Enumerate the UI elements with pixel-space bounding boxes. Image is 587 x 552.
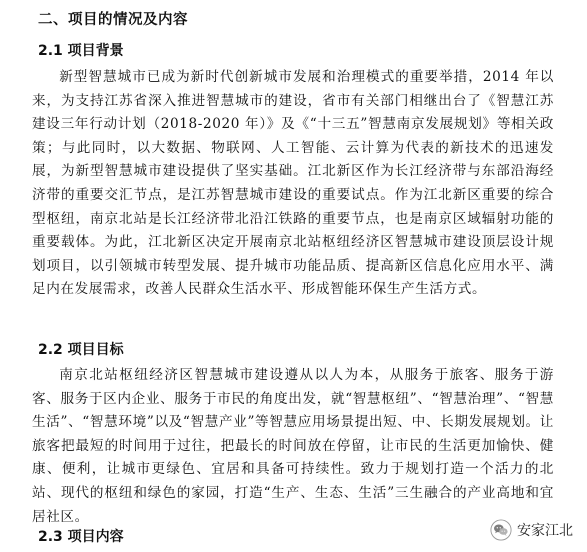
section-title: 二、项目的情况及内容: [38, 12, 188, 28]
subsection-heading-goals: 2.2 项目目标: [38, 342, 124, 358]
subsection-heading-background: 2.1 项目背景: [38, 43, 124, 59]
watermark: [488, 518, 575, 542]
paragraph-goals: 南京北站枢纽经济区智慧城市建设遵从以人为本，从服务于旅客、服务于游客、服务于区内企业、服务于市民的角度出发，就“智慧枢纽”、“智慧治理”、“智慧生活”、“智慧环境”以及“智慧产业”等智慧应用场景提出短、中、长期发展规划。让旅客把最短的时间用于过往，把最长的时间放在停留，让市民的生活更加愉快、健康、便利，让城市更绿色、宜居和具备可持续性。致力于规划打造一个活力的北站、现代的枢纽和绿色的家园，打造“生产、生态、生活”三生融合的产业高地和宜居社区。: [32, 367, 554, 525]
watermark-text: 安家江北: [517, 523, 573, 539]
wechat-icon: [490, 519, 512, 541]
subsection-heading-content: 2.3 项目内容: [38, 529, 124, 545]
paragraph-background: 新型智慧城市已成为新时代创新城市发展和治理模式的重要举措，2014 年以来，为支持江苏省深入推进智慧城市的建设，省市有关部门相继出台了《智慧江苏建设三年行动计划（2018-2020 年）》及《“十三五”智慧南京发展规划》等相关政策；与此同时，以大数据、物联网、人工智能、云计算为代表的新技术的迅速发展，为新型智慧城市建设提供了坚实基础。江北新区作为长江经济带与东部沿海经济带的重要交汇节点，是江苏智慧城市建设的重要试点。作为江北新区重要的综合型枢纽，南京北站是长江经济带北沿江铁路的重要节点，也是南京区域辐射功能的重要载体。为此，江北新区决定开展南京北站枢纽经济区智慧城市建设顶层设计规划项目，以引领城市转型发展、提升城市功能品质、提高新区信息化应用水平、满足内在发展需求，改善人民群众生活水平、形成智能环保生产生活方式。: [32, 69, 554, 298]
